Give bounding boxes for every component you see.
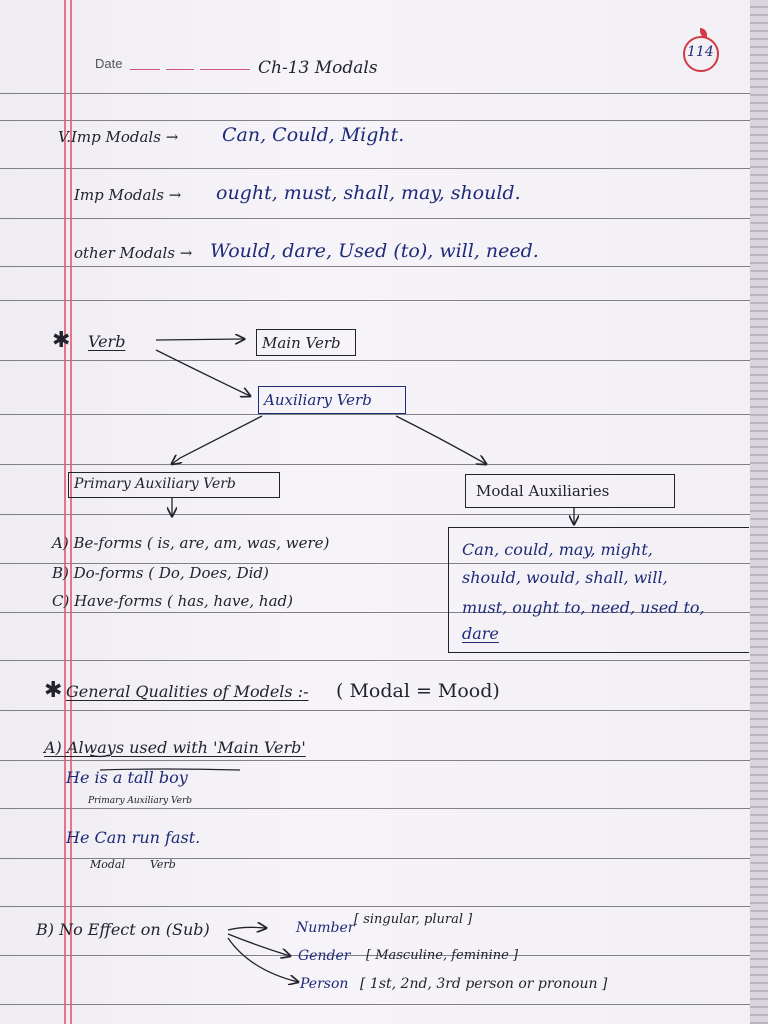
main-verb-label: Main Verb: [262, 334, 341, 352]
other-label: other Modals →: [74, 244, 193, 262]
date-label: Date: [95, 56, 123, 71]
be-forms: A) Be-forms ( is, are, am, was, were): [52, 534, 330, 552]
primary-aux-label: Primary Auxiliary Verb: [74, 476, 236, 492]
modal-list-line: Can, could, may, might,: [462, 540, 653, 559]
page-number: 114: [687, 44, 714, 60]
modal-list-line: must, ought to, need, used to,: [462, 598, 705, 617]
number-label: Number: [296, 920, 355, 936]
example-2-note-verb: Verb: [150, 858, 176, 871]
do-forms: B) Do-forms ( Do, Does, Did): [52, 564, 269, 582]
page-title: Ch-13 Modals: [258, 58, 378, 78]
modal-mood: ( Modal = Mood): [336, 680, 500, 702]
point-b: B) No Effect on (Sub): [36, 920, 210, 939]
example-1: He is a tall boy: [66, 768, 188, 787]
verb-label: Verb: [88, 332, 126, 351]
modal-list-line: dare: [462, 624, 499, 643]
modal-list-line: should, would, shall, will,: [462, 568, 668, 587]
person-label: Person: [300, 976, 349, 992]
gender-label: Gender: [298, 948, 351, 964]
vimp-label: V.Imp Modals →: [58, 128, 179, 146]
gender-value: [ Masculine, feminine ]: [366, 948, 519, 963]
example-2: He Can run fast.: [66, 828, 201, 847]
imp-label: Imp Modals →: [74, 186, 182, 204]
point-a: A) Always used with 'Main Verb': [44, 738, 306, 757]
qualities-heading: General Qualities of Models :-: [66, 682, 309, 701]
auxiliary-verb-label: Auxiliary Verb: [264, 391, 372, 409]
example-1-note: Primary Auxiliary Verb: [88, 796, 193, 806]
other-items: Would, dare, Used (to), will, need.: [210, 240, 539, 262]
number-value: [ singular, plural ]: [354, 912, 473, 927]
example-2-note-modal: Modal: [90, 858, 126, 871]
vimp-items: Can, Could, Might.: [222, 124, 405, 146]
person-value: [ 1st, 2nd, 3rd person or pronoun ]: [360, 976, 608, 992]
star-icon: ✱: [44, 678, 63, 703]
star-icon: ✱: [52, 328, 71, 353]
modal-aux-label: Modal Auxiliaries: [476, 482, 610, 500]
imp-items: ought, must, shall, may, should.: [216, 182, 521, 204]
have-forms: C) Have-forms ( has, have, had): [52, 592, 293, 610]
